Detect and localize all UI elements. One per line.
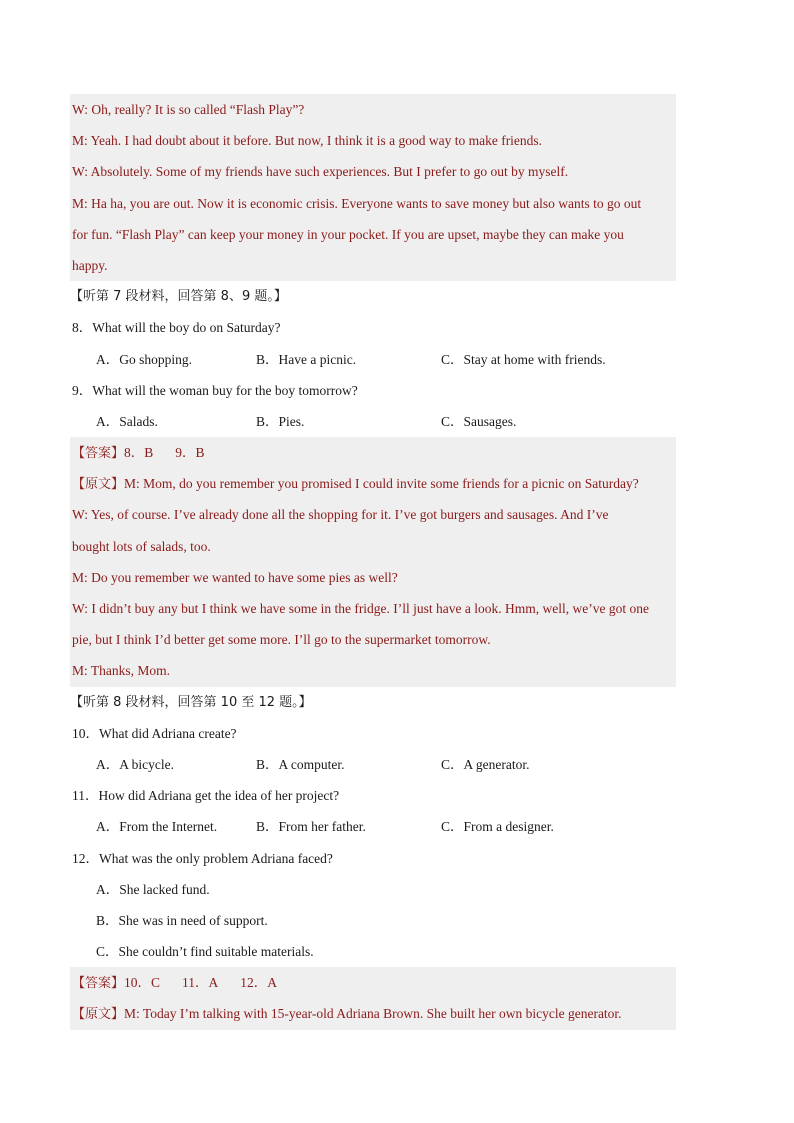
option-a: A．She lacked fund. [96,881,210,897]
answer-tag: 【答案】 [72,976,125,992]
script-line: W: I didn’t buy any but I think we have some in the fridge. I’ll just have a look. Hmm, well, we’ve got one [70,593,676,624]
dialogue-line: for fun. “Flash Play” can keep your money in your pocket. If you are upset, maybe they can make you [70,219,676,250]
option-b: B．She was in need of support. [96,912,268,928]
answer-line-7 [70,437,676,468]
question-11-options [70,811,676,842]
script-line: M: Do you remember we wanted to have some pies as well? [70,562,676,593]
dialogue-line: M: Ha ha, you are out. Now it is economic crisis. Everyone wants to save money but also wants to go out [70,188,676,219]
section-7-header: 【听第 7 段材料，回答第 8、9 题。】 [70,289,287,305]
option-c: C．From a designer. [441,819,554,835]
option-a: A．From the Internet. [96,819,218,835]
script-tag: 【原文】 [72,1007,125,1023]
option-a: A．Go shopping. [96,351,193,367]
option-b: B．From her father. [256,819,366,835]
option-b: B．Pies. [256,413,305,429]
script-line: pie, but I think I’d better get some more. I’ll go to the supermarket tomorrow. [70,624,676,655]
script-line: M: Thanks, Mom. [70,655,676,686]
question-12-stem: 12．What was the only problem Adriana faced? [72,850,333,866]
option-c: C．Sausages. [441,413,517,429]
option-c: C．Stay at home with friends. [441,351,606,367]
question-11-stem: 11．How did Adriana get the idea of her project? [72,788,340,804]
script-tag: 【原文】 [72,477,125,493]
option-c: C．A generator. [441,756,530,772]
script-text: M: Mom, do you remember you promised I could invite some friends for a picnic on Saturday? [124,476,639,492]
dialogue-line: happy. [70,250,676,281]
dialogue-line: W: Absolutely. Some of my friends have such experiences. But I prefer to go out by myself. [70,156,676,187]
script-line: bought lots of salads, too. [70,531,676,562]
option-a: A．Salads. [96,413,158,429]
option-a: A．A bicycle. [96,756,174,772]
answer-tag: 【答案】 [72,446,125,462]
question-9-options [70,406,676,437]
script-line: W: Yes, of course. I’ve already done all the shopping for it. I’ve got burgers and sausages. And I’ve [70,499,676,530]
script-first-line-8 [70,998,676,1029]
question-10-options [70,749,676,780]
script-text: M: Today I’m talking with 15-year-old Adriana Brown. She built her own bicycle generator. [124,1006,622,1022]
answer-line-8 [70,967,676,998]
question-9-stem: 9．What will the woman buy for the boy tomorrow? [72,382,358,398]
question-8-stem: 8．What will the boy do on Saturday? [72,320,281,336]
option-c: C．She couldn’t find suitable materials. [96,944,314,960]
question-8-options [70,344,676,375]
option-b: B．A computer. [256,756,345,772]
dialogue-line: M: Yeah. I had doubt about it before. But now, I think it is a good way to make friends. [70,125,676,156]
answer-value: 11．A [182,975,219,991]
exam-page [70,94,676,1030]
answer-value: 8．B [124,445,154,461]
answer-value: 10．C [124,975,161,991]
section-8-header: 【听第 8 段材料，回答第 10 至 12 题。】 [70,694,312,710]
dialogue-line: W: Oh, really? It is so called “Flash Play”? [70,94,676,125]
question-10-stem: 10．What did Adriana create? [72,725,237,741]
option-b: B．Have a picnic. [256,351,357,367]
answer-value: 9．B [175,445,205,461]
answer-value: 12．A [240,975,278,991]
script-first-line-7 [70,468,676,499]
